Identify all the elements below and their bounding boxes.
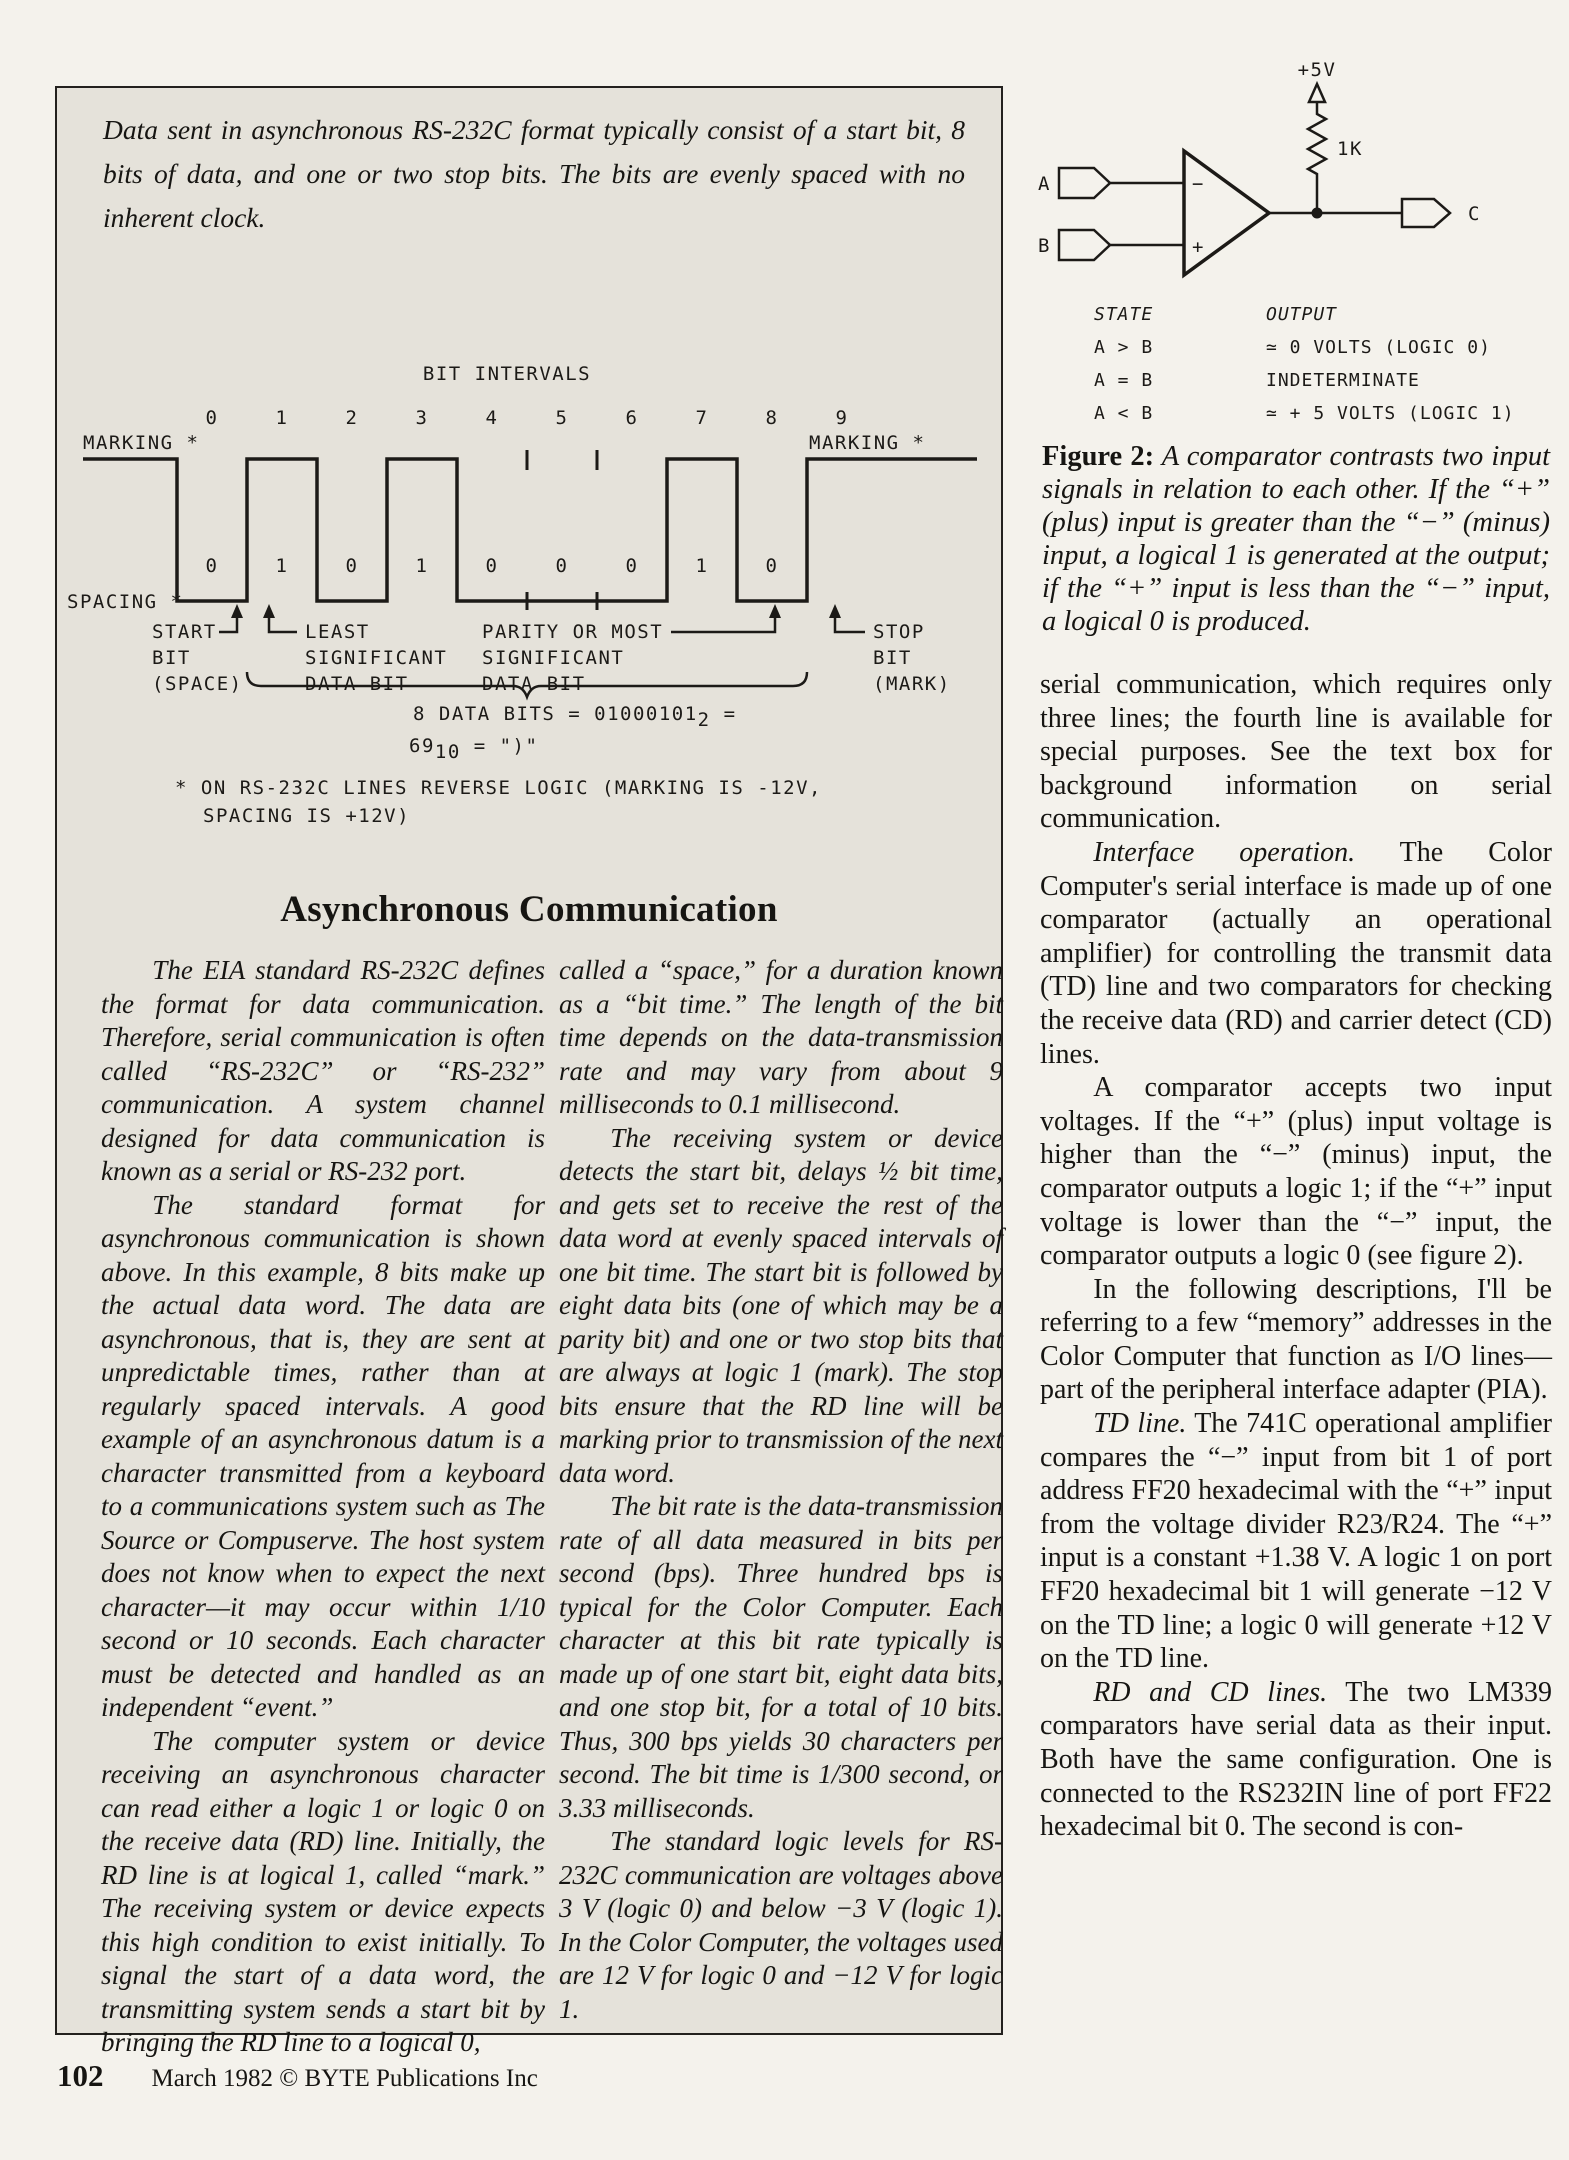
paragraph-text: The Color Computer's serial interface is made up of one comparator (actually an operational amplifier) for controlling the transmit data (TD) line and two comparators for checking the receive data (RD) and carrier detect (CD) lines. (1040, 836, 1552, 1070)
data-bits-equation-line2: 6910 = ")" (409, 735, 539, 763)
paragraph (1040, 1676, 1552, 1844)
paragraph-lead: RD and CD lines. (1093, 1676, 1328, 1708)
main-text-column (1040, 668, 1552, 1844)
paragraph-text: serial communication, which requires only three lines; the fourth line is available for special purposes. See the text box for background information on serial communication. (1040, 669, 1552, 835)
input-a-label: A (1038, 173, 1051, 195)
spacing-label: SPACING * (67, 591, 184, 613)
figure-2-caption-text: A comparator contrasts two input signals in relation to each other. If the “+” (plus) input is greater than the “−” (minus) input, a logical 1 is generated at the output; if the “+” input is less than the “−” input, a logical 0 is produced. (1042, 441, 1550, 637)
paragraph: called a “space,” for a duration known as a “bit time.” The length of the bit time depends on the data-transmission rate and may vary from about 9 milliseconds to 0.1 millisecond. (559, 955, 1003, 1119)
truth-table-row (1094, 364, 1515, 397)
truth-table-row (1094, 397, 1515, 430)
stop-bit-callout (829, 604, 951, 695)
paragraph (1040, 1273, 1552, 1407)
svg-text:BIT: BIT (873, 647, 912, 669)
box-column-left (101, 954, 545, 2060)
svg-text:DATA BIT: DATA BIT (305, 673, 409, 695)
input-b-connector (1059, 230, 1110, 260)
svg-text:6: 6 (625, 407, 639, 429)
paragraph-text: The two LM339 comparators have serial data as their input. Both have the same configuration. One is connected to the RS232IN line of port FF22 hexadecimal bit 0. The second is con- (1040, 1676, 1553, 1843)
output-cell: ≃ + 5 VOLTS (LOGIC 1) (1266, 403, 1515, 424)
svg-text:1: 1 (275, 555, 289, 577)
paragraph-lead: Interface operation. (1093, 836, 1356, 868)
marking-label-left: MARKING * (83, 432, 200, 454)
svg-text:1: 1 (275, 407, 289, 429)
diagram-footnote-line2: SPACING IS +12V) (203, 805, 411, 827)
svg-text:DATA BIT: DATA BIT (482, 673, 586, 695)
paragraph-text: The 741C operational amplifier compares the “−” input from bit 1 of port address FF20 hexadecimal with the “+” input from the voltage divider R23/R24. The “+” input is a constant +1.38 V. A logic 1 on port FF20 hexadecimal bit 1 will generate −12 V on the TD line; a logic 0 will generate +12 V on the TD line. (1040, 1408, 1553, 1675)
timing-diagram (57, 356, 1005, 846)
svg-text:3: 3 (415, 407, 429, 429)
svg-text:0: 0 (485, 555, 499, 577)
page-number: 102 (57, 2058, 104, 2093)
paragraph (1040, 836, 1552, 1071)
lsb-callout (263, 604, 447, 695)
svg-text:7: 7 (695, 407, 709, 429)
paragraph (1040, 1407, 1552, 1676)
truth-table-row (1094, 331, 1515, 364)
bit-interval-numbers (206, 407, 849, 429)
svg-text:START: START (152, 621, 217, 643)
start-bit-callout (152, 604, 243, 695)
state-column-header: STATE (1094, 304, 1154, 325)
svg-text:1: 1 (695, 555, 709, 577)
data-bits-equation-line1: 8 DATA BITS = 010001012 = (413, 703, 737, 731)
output-connector (1402, 199, 1450, 227)
marking-label-right: MARKING * (809, 432, 926, 454)
msb-callout (482, 604, 781, 695)
resistor-value-label: 1K (1337, 138, 1363, 160)
output-cell: INDETERMINATE (1266, 370, 1420, 391)
output-cell: ≃ 0 VOLTS (LOGIC 0) (1266, 337, 1491, 358)
svg-text:LEAST: LEAST (305, 621, 370, 643)
rs232-waveform (83, 459, 977, 601)
svg-text:2: 2 (345, 407, 359, 429)
sidebar-feature-box (55, 86, 1003, 2057)
svg-text:BIT: BIT (152, 647, 191, 669)
svg-text:SIGNIFICANT: SIGNIFICANT (482, 647, 625, 669)
paragraph: The receiving system or device detects the start bit, delays ½ bit time, and gets set to receive the rest of the data word at evenly spaced intervals of one bit time. The start bit is followed by eight data bits (one of which may be a parity bit) and one or two stop bits that are always at logic 1 (mark). The stop bits ensure that the RD line will be marking prior to transmission of the next data word. (559, 1122, 1003, 1488)
article-heading: Asynchronous Communication (280, 889, 778, 930)
svg-text:5: 5 (555, 407, 569, 429)
pullup-resistor (1308, 102, 1326, 213)
paragraph-lead: TD line. (1093, 1408, 1187, 1440)
imprint-text: March 1982 © BYTE Publications Inc (151, 2065, 538, 2092)
svg-text:PARITY OR MOST: PARITY OR MOST (482, 621, 664, 643)
paragraph (1040, 1071, 1552, 1273)
svg-text:8: 8 (765, 407, 779, 429)
svg-text:1: 1 (415, 555, 429, 577)
intro-abstract: Data sent in asynchronous RS-232C format typically consist of a start bit, 8 bits of data, and one or two stop bits. The bits are evenly spaced with no inherent clock. (103, 114, 965, 233)
paragraph-text: A comparator accepts two input voltages. If the “+” (plus) input voltage is higher than the “−” (minus) input, the comparator outputs a logic 1; if the “+” input voltage is lower than the “−” input, the comparator outputs a logic 0 (see figure 2). (1040, 1072, 1552, 1272)
paragraph (1040, 668, 1552, 836)
svg-text:SIGNIFICANT: SIGNIFICANT (305, 647, 448, 669)
comparator-truth-table (1094, 298, 1515, 430)
box-column-middle (559, 954, 1003, 2026)
supply-arrow-icon (1309, 84, 1325, 102)
svg-text:0: 0 (765, 555, 779, 577)
input-a-connector (1059, 168, 1110, 198)
supply-voltage-label: +5V (1297, 59, 1337, 81)
paragraph: The bit rate is the data-transmission rate of all data measured in bits per second (bps). Three hundred bps is typical for the Color Computer. Each character at this bit rate typically is made up of one start bit, eight data bits, and one stop bit, for a total of 10 bits. Thus, 300 bps yields 30 characters per second. The bit time is 1/300 second, or 3.33 milliseconds. (559, 1491, 1003, 1823)
bit-values (206, 555, 779, 577)
state-cell: A > B (1094, 337, 1154, 358)
figure-2-label: Figure 2: (1042, 441, 1155, 472)
output-label: C (1468, 203, 1481, 225)
junction-dot (1312, 208, 1323, 219)
input-b-label: B (1038, 235, 1051, 257)
figure-2-caption (1042, 440, 1550, 638)
inverting-input-sign: − (1192, 173, 1205, 195)
svg-text:9: 9 (835, 407, 849, 429)
bit-boundary-ticks (527, 450, 597, 610)
noninverting-input-sign: + (1192, 236, 1205, 258)
paragraph: The EIA standard RS-232C defines the format for data communication. Therefore, serial communication is often called “RS-232C” or “RS-232” communication. A system channel designed for data communication is known as a serial or RS-232 port. (101, 955, 545, 1186)
paragraph: The standard format for asynchronous communication is shown above. In this example, 8 bits make up the actual data word. The data are asynchronous, that is, they are sent at unpredictable times, rather than at regularly spaced intervals. A good example of an asynchronous datum is a character transmitted from a keyboard to a communications system such as The Source or Compuserve. The host system does not know when to expect the next character—it may occur within 1/10 second or 10 seconds. Each character must be detected and handled as an independent “event.” (101, 1189, 545, 1722)
svg-text:0: 0 (555, 555, 569, 577)
paragraph: The standard logic levels for RS-232C communication are voltages above 3 V (logic 0) and below −3 V (logic 1). In the Color Computer, the voltages used are 12 V for logic 0 and −12 V for logic 1. (559, 1826, 1003, 2024)
svg-text:0: 0 (205, 407, 219, 429)
svg-text:(MARK): (MARK) (873, 673, 951, 695)
svg-text:4: 4 (485, 407, 499, 429)
paragraph-text: In the following descriptions, I'll be referring to a few “memory” addresses in the Color Computer that function as I/O lines—part of the peripheral interface adapter (PIA). (1040, 1273, 1552, 1406)
svg-text:0: 0 (625, 555, 639, 577)
diagram-title: BIT INTERVALS (422, 363, 592, 385)
comparator-circuit (1032, 56, 1552, 301)
state-cell: A < B (1094, 403, 1154, 424)
diagram-footnote-line1: * ON RS-232C LINES REVERSE LOGIC (MARKING IS -12V, (175, 777, 822, 799)
page-footer (57, 2058, 538, 2094)
state-cell: A = B (1094, 370, 1154, 391)
truth-table-header (1094, 298, 1515, 331)
svg-text:0: 0 (345, 555, 359, 577)
svg-text:0: 0 (205, 555, 219, 577)
output-column-header: OUTPUT (1266, 304, 1338, 325)
svg-text:STOP: STOP (873, 621, 925, 643)
svg-text:(SPACE): (SPACE) (152, 673, 243, 695)
paragraph: The computer system or device receiving an asynchronous character can read either a logic 1 or logic 0 on the receive data (RD) line. Initially, the RD line is at logical 1, called “mark.” The receiving system or device expects this high condition to exist initially. To signal the start of a data word, the transmitting system sends a start bit by bringing the RD line to a logical 0, (101, 1725, 545, 2057)
